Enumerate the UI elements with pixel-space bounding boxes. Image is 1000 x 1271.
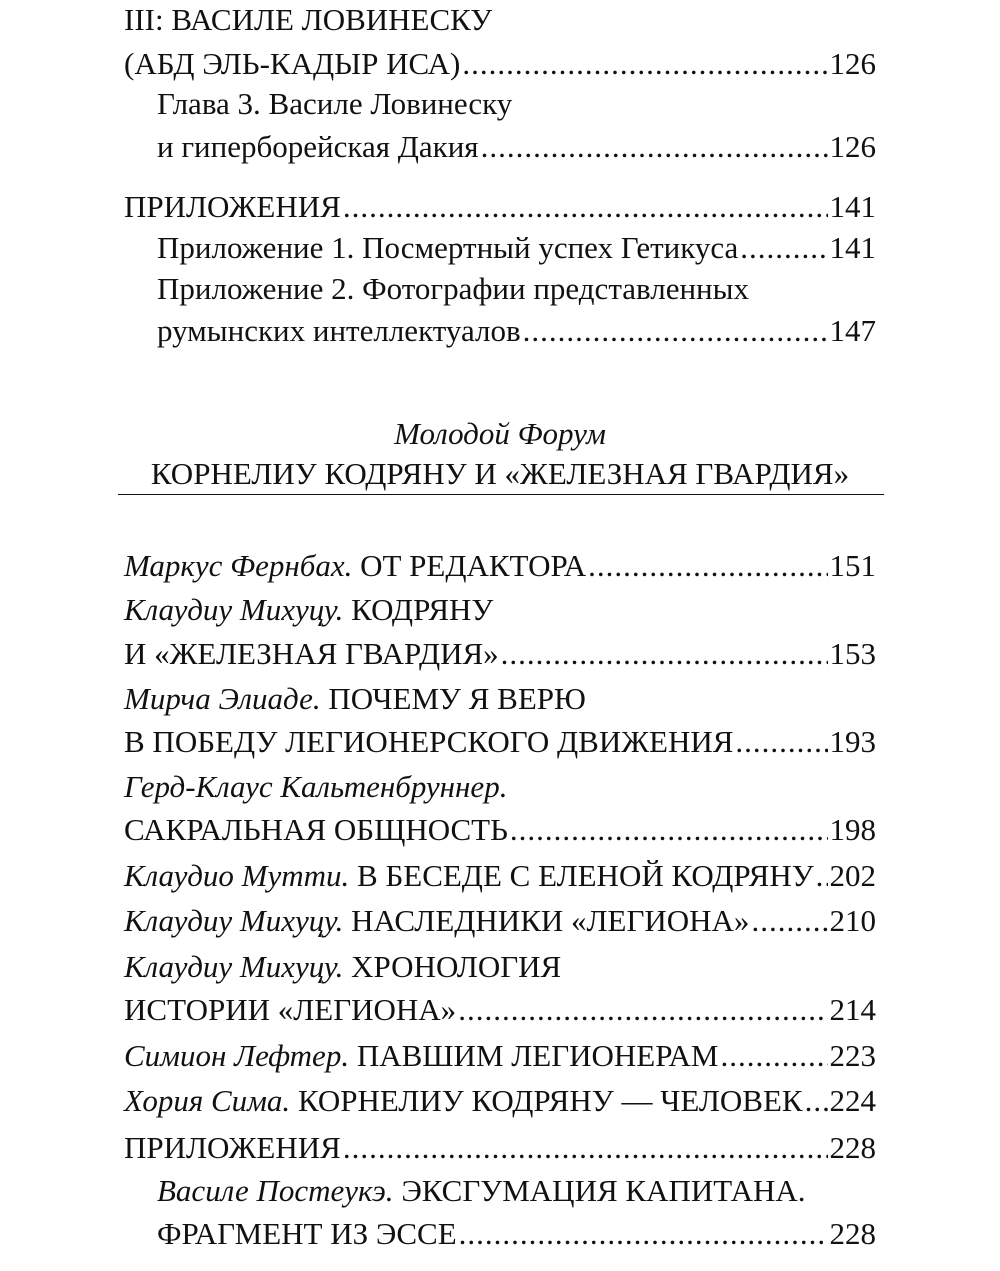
page-number: 228 (829, 1216, 876, 1251)
toc-entry-line (124, 590, 876, 630)
section-title: КОРНЕЛИУ КОДРЯНУ И «ЖЕЛЕЗНАЯ ГВАРДИЯ» (150, 456, 850, 491)
toc-entry (124, 1081, 876, 1121)
entry-author: Клаудиу Михуцу. (124, 592, 344, 627)
dot-leader (458, 990, 827, 1030)
toc-subentry-text: Глава 3. Василе Ловинеску (157, 86, 513, 121)
entry-author: Хория Сима. (124, 1083, 291, 1118)
toc-entry (124, 634, 876, 674)
entry-title: В БЕСЕДЕ С ЕЛЕНОЙ КОДРЯНУ (349, 858, 814, 893)
dot-leader (343, 187, 828, 227)
dot-leader (510, 810, 828, 850)
toc-subentry-title: и гиперборейская Дакия (157, 129, 479, 164)
entry-author: Клаудиу Михуцу. (124, 903, 344, 938)
dot-leader (805, 1081, 828, 1121)
entry-title: ПОЧЕМУ Я ВЕРЮ (320, 681, 586, 716)
entry-title: КОРНЕЛИУ КОДРЯНУ — ЧЕЛОВЕК (290, 1083, 803, 1118)
page-number: 141 (829, 230, 876, 265)
toc-entry (124, 1128, 876, 1168)
dot-leader (481, 127, 828, 167)
toc-heading-text: III: ВАСИЛЕ ЛОВИНЕСКУ (124, 2, 493, 37)
toc-entry (124, 1036, 876, 1076)
entry-title: ПРИЛОЖЕНИЯ (124, 1130, 341, 1165)
page-number: 193 (829, 724, 876, 759)
entry-author: Герд-Клаус Кальтенбруннер. (124, 769, 508, 804)
entry-title: САКРАЛЬНАЯ ОБЩНОСТЬ (124, 812, 508, 847)
page-number: 223 (829, 1038, 876, 1073)
toc-entry (124, 722, 876, 762)
entry-title: ИСТОРИИ «ЛЕГИОНА» (124, 992, 457, 1027)
dot-leader (343, 1128, 828, 1168)
entry-author: Маркус Фернбах. (124, 548, 353, 583)
toc-entry (124, 901, 876, 941)
dot-leader (720, 1036, 827, 1076)
toc-subentry-text: Приложение 2. Фотографии представленных (157, 271, 749, 306)
dot-leader (501, 634, 828, 674)
dot-leader (740, 228, 827, 268)
toc-entry (124, 990, 876, 1030)
page-number: 151 (829, 548, 876, 583)
entry-author: Клаудио Мутти. (124, 858, 350, 893)
entry-title: НАСЛЕДНИКИ «ЛЕГИОНА» (343, 903, 750, 938)
toc-subentry (157, 1214, 876, 1254)
entry-author: Василе Постеукэ. (157, 1173, 394, 1208)
dot-leader (459, 1214, 828, 1254)
entry-title: КОДРЯНУ (343, 592, 494, 627)
toc-subentry (157, 228, 876, 268)
toc-heading-line (124, 0, 876, 40)
section-divider (118, 494, 884, 495)
entry-author: Симион Лефтер. (124, 1038, 350, 1073)
toc-subentry-line (157, 1171, 876, 1211)
entry-title: И «ЖЕЛЕЗНАЯ ГВАРДИЯ» (124, 636, 499, 671)
toc-entry (124, 856, 876, 896)
toc-entry (124, 810, 876, 850)
entry-title: ЭКСГУМАЦИЯ КАПИТАНА. (393, 1173, 806, 1208)
dot-leader (751, 901, 827, 941)
entry-title: ПАВШИМ ЛЕГИОНЕРАМ (349, 1038, 719, 1073)
entry-title: ОТ РЕДАКТОРА (352, 548, 587, 583)
dot-leader (588, 546, 827, 586)
page-number: 202 (829, 858, 876, 893)
toc-entry (124, 187, 876, 227)
page-number: 141 (829, 189, 876, 224)
entry-author: Клаудиу Михуцу. (124, 949, 344, 984)
dot-leader (462, 44, 827, 84)
toc-entry-line (124, 679, 876, 719)
toc-entry-line (124, 767, 876, 807)
entry-title: ФРАГМЕНТ ИЗ ЭССЕ (157, 1216, 457, 1251)
page-number: 147 (829, 313, 876, 348)
toc-subentry-line (157, 269, 876, 309)
section-subtitle: Молодой Форум (394, 416, 606, 451)
entry-title: В ПОБЕДУ ЛЕГИОНЕРСКОГО ДВИЖЕНИЯ (124, 724, 734, 759)
toc-subentry-line (157, 84, 876, 124)
toc-entry-title: (АБД ЭЛЬ-КАДЫР ИСА) (124, 46, 461, 81)
page-number: 224 (829, 1083, 876, 1118)
dot-leader (523, 311, 828, 351)
page-number: 153 (829, 636, 876, 671)
page-number: 214 (829, 992, 876, 1027)
toc-subentry-title: румынских интеллектуалов (157, 313, 521, 348)
entry-title: ХРОНОЛОГИЯ (343, 949, 562, 984)
toc-subentry-title: Приложение 1. Посмертный успех Гетикуса (157, 230, 739, 265)
page-number: 210 (829, 903, 876, 938)
page-number: 198 (829, 812, 876, 847)
page-number: 228 (829, 1130, 876, 1165)
dot-leader (816, 856, 828, 896)
toc-subentry (157, 311, 876, 351)
page-number: 126 (829, 46, 876, 81)
page-number: 126 (829, 129, 876, 164)
toc-entry-title: ПРИЛОЖЕНИЯ (124, 189, 341, 224)
entry-author: Мирча Элиаде. (124, 681, 321, 716)
toc-entry (124, 44, 876, 84)
toc-entry (124, 546, 876, 586)
toc-subentry (157, 127, 876, 167)
dot-leader (735, 722, 827, 762)
toc-entry-line (124, 947, 876, 987)
